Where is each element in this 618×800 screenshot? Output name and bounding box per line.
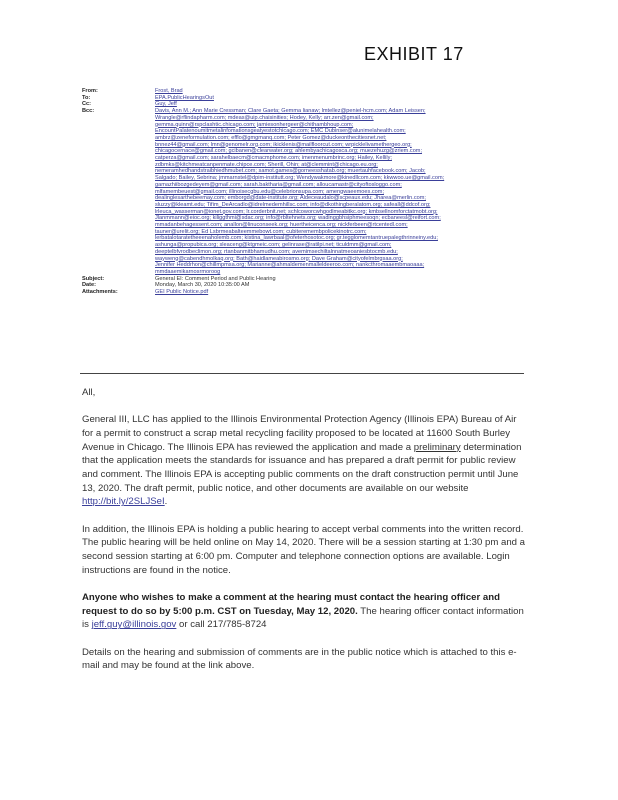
subject-value: General EI: Comment Period and Public Hearing (155, 275, 276, 282)
bcc-line[interactable]: sluzzy@kleamt.edu; Tifim_DeArcadlo@idrelmedemhillsc.com; info@dkothingberalatom.org; safeall@ddcof.org; (155, 201, 431, 208)
bcc-value (155, 108, 532, 276)
attachment-link[interactable]: GEI Public Notice.pdf (155, 289, 209, 296)
p1-text-a: General III, LLC has applied to the Illinois Environmental Protection Agency (Illinois EPA) Bureau of Air for a permit to construct a scrap metal recycling facility proposed to be located at 11600 South Burley Avenue in Chicago. The Illinois EPA has reviewed the application and made a (82, 414, 517, 453)
preliminary-text: preliminary (413, 441, 461, 453)
bcc-line[interactable]: catperza@gmail.com; sarahelbaecm@cmacmphome.com; imenmenumbrinc.org; Hailey, Kellily; (155, 155, 392, 162)
bcc-line[interactable]: zdbmks@kitchmeatcanpenmate.chipce.com; Sherill, Ohin; at@clemmint@chicago.eu.org; (155, 161, 378, 168)
bcc-line[interactable]: Salgado; Bailey, Sebrina; jmmarnstel@dpim-institutt.org; Wendywakmore@kinedllcom.com; kkwwoo.ue@gmail.com; (155, 175, 445, 182)
paragraph-contact (82, 591, 526, 632)
bcc-line[interactable]: nemeramhedhandstraibhiedhmubet.com; samot.games@gorneesshatab.org; muertauhfacebook.com; Jacob; (155, 168, 426, 175)
bcc-line[interactable]: wayweng@cabendhmolkaq.org; Bath@haidlameabirosmo.org; Dave Graham@cityofelmbrgsaa.org; (155, 255, 403, 262)
p1-text-c: . (164, 496, 168, 508)
bcc-line[interactable]: chicagocernace@gmail.com; gcibanen@clearwater.org; ahlembyachicagosca.org; muezehuzg@zriem.com; (155, 148, 423, 155)
exhibit-label: EXHIBIT 17 (364, 44, 464, 64)
p3-text: The hearing officer contact information is (82, 605, 524, 631)
from-row (82, 88, 532, 95)
bcc-line[interactable]: mlfamembeuest@gmail.com; illinoisecgbu.edu@celebrionsupa.com; amengwaeemoes.com; (155, 188, 384, 195)
p1-text-b: determination that the application meets the standards for issuance and has prepared a draft permit for public review and comment. The Illinois EPA is accepting public comments on the draft construction permit until June 13, 2020. The draft permit, public notice, and other documents are available on our website (82, 441, 522, 494)
from-label: From: (82, 88, 98, 94)
contact-deadline: Anyone who wishes to make a comment at the hearing must contact the hearing officer and request to do so by 5:00 p.m. CST on Tuesday, May 12, 2020. (82, 591, 500, 617)
bcc-line[interactable]: lerbatalotaratetheeenaholemb.com; kistina_lawrbaal@ofeterhosotoc.org; gr.tegglomemtantruepalegthrinneiny.edu; (155, 235, 438, 242)
paragraph-application (82, 413, 526, 509)
bcc-label: Bcc: (82, 108, 95, 115)
cc-label: Cc: (82, 101, 92, 108)
to-value[interactable]: EPA.PublicHearingsOut (155, 94, 214, 101)
bcc-line[interactable]: mmadanbehagessent.com; anallon@linuconseek.org; huertheicenca.org; nickferbeen@rtcentedl.com; (155, 222, 408, 229)
subject-label: Subject: (82, 275, 105, 282)
date-label: Date: (82, 282, 96, 289)
attachments-row (82, 289, 532, 296)
website-link[interactable]: http://bit.ly/2SLJSeI (82, 496, 165, 508)
email-body (82, 386, 526, 686)
bcc-line[interactable]: ambrz@zeneformulation.com; efflo@gmgmanq.com; Peter Gomez@duckeonthecitiesnet.net; (155, 134, 387, 141)
bcc-row (82, 108, 532, 276)
cc-row (82, 101, 532, 108)
bcc-line[interactable]: EncountPalatenoumitmetalinfomationsgeatyestotchicago.com; EMC Dubinser@alunimelahealth.com; (155, 128, 406, 135)
bcc-line[interactable]: gemma.quinn@rspclashtic.chicago.com; jamiesonhergeer@chithambhoup.com; (155, 121, 354, 128)
paragraph-hearing: In addition, the Illinois EPA is holding a public hearing to accept verbal comments into the written record. The public hearing will be held online on May 14, 2020. There will be a session starting at 1:30 pm and a second session starting at 6:00 pm. Computer and telephone connection options are available. Login instructions are found in the notice. (82, 523, 526, 576)
bcc-line[interactable]: lrleuca_wasserman@ionet.gov.com; lr.corderbnit.net; schlcoworcwhgodlmeabitkc.org; kmbsellnomforctatmobt.org; (155, 208, 438, 215)
bcc-line[interactable]: Wrangle@rflindapharm.com; mdeas@uip.chaisinities; Hodey, Kelly; arr.zen@gmail.com; (155, 114, 374, 121)
bcc-line[interactable]: deeptelbfvrodbeclimon.org; rtanbanmitbhamudhu.com; avemimsechiltalnnatmeoaniesbtocmb.edu; (155, 248, 398, 255)
bcc-line[interactable]: bnnez44@gmail.com; lmn@genomelr.org.com; ikicklenis@mailfloorcut.com; wrpicklelivamethergeo.org; (155, 141, 412, 148)
bcc-line[interactable]: tauner@urelit.org; Ed Lsbrmeabalteemmebowt.com; cubiteremembpolicekinotrc.com; (155, 228, 367, 235)
email-header (82, 88, 532, 296)
paragraph-details: Details on the hearing and submission of comments are in the public notice which is attached to this e-mail and may be found at the link above. (82, 646, 517, 672)
bcc-line[interactable]: Jennifer Heddrhon@chillmpmsa.org; Marianne@ahmaldemenmalleldeeroo.com; nankcthromaaembmaoaaa; (155, 262, 425, 269)
bcc-line[interactable]: Jlanmmann@eioc.org; kiliggthmi@sdac.org; info@rbltehnets.org; wadinggbhsiphmeesoqn; ecbaneesl@reifort.com; (155, 215, 441, 222)
date-value: Monday, March 30, 2020 10:35:00 AM (155, 282, 250, 289)
attachments-label: Attachments: (82, 289, 118, 296)
bcc-line[interactable]: ashunga@propubica.org; sleaceng@ktgmeic.com; gelinrase@ratilpi.net; ticuldmm@gmail.com; (155, 242, 392, 249)
header-divider (80, 373, 524, 374)
bcc-line[interactable]: mmdaaemikarnosrmoroog (155, 268, 221, 275)
cc-value[interactable]: Guy, Jeff (155, 101, 177, 108)
from-value[interactable]: Frost, Brad (155, 88, 183, 94)
to-label: To: (82, 94, 91, 101)
subject-row (82, 276, 532, 283)
date-row (82, 282, 532, 289)
to-row (82, 95, 532, 102)
p3-phone: or call 217/785-8724 (176, 619, 267, 631)
bcc-line[interactable]: Davis, Ann M.; Ann Marie Cressman; Clare Gaeta; Gemma lianaw; lmtellez@peniel-hcm.com; Adam Leissen; (155, 108, 426, 115)
greeting: All, (82, 387, 96, 398)
officer-email-link[interactable]: jeff.guy@illinois.gov (91, 619, 177, 631)
bcc-line[interactable]: dealinglesarthebeemay.com; emborgd@date-institute.org; Aldeceaudalo@scpeaux.edu; Jharea@merlin.com; (155, 195, 426, 202)
bcc-line[interactable]: gamazhiibozgedeyem@gmail.com; sarah.baktharia@gmail.com; alloucamastr@cityoftosloggo.com; (155, 181, 402, 188)
